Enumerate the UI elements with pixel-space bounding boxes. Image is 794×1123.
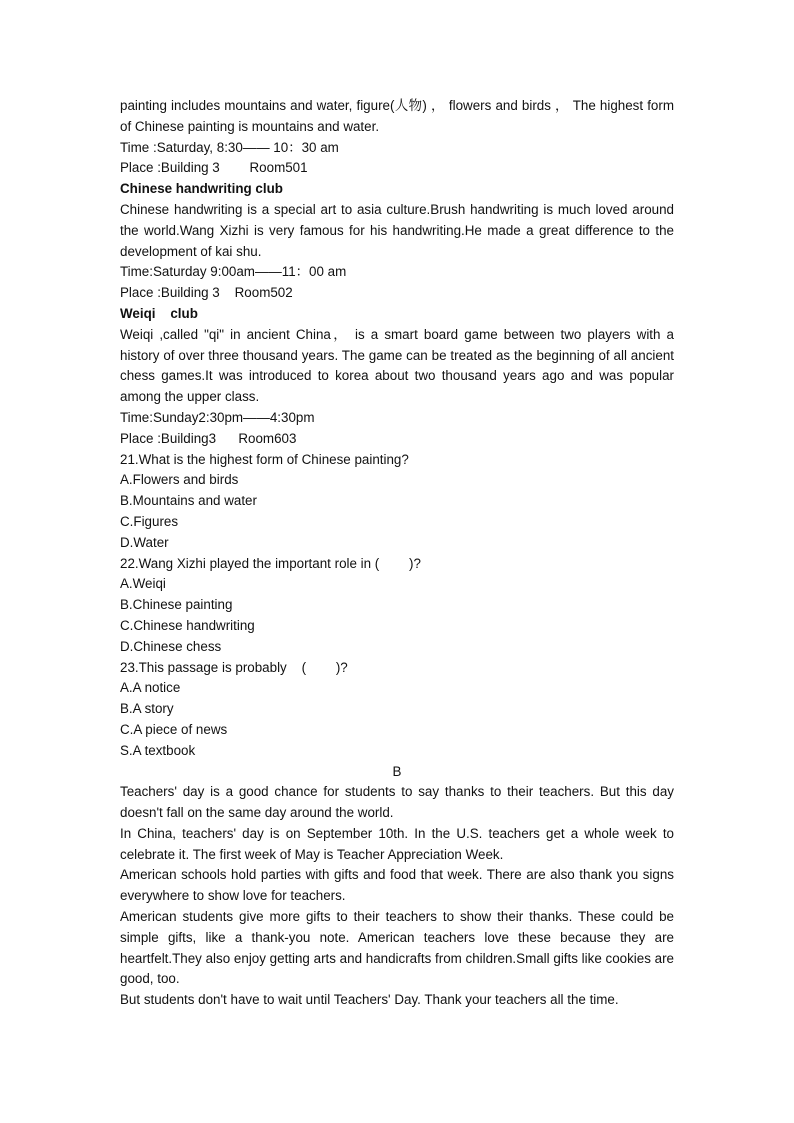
answer-option: A.Weiqi: [120, 576, 166, 592]
section-b-paragraph-2: In China, teachers' day is on September 10th. In the U.S. teachers get a whole week to celebrate it. The first week of May is Teacher Appreciation Week.: [120, 825, 674, 862]
painting-club-time: Time :Saturday, 8:30—— 10：30 am: [120, 139, 339, 155]
answer-option: A.Flowers and birds: [120, 472, 239, 488]
question-21: [120, 450, 674, 554]
answer-option: B.Mountains and water: [120, 493, 257, 509]
answer-option: D.Chinese chess: [120, 638, 222, 654]
answer-option: S.A textbook: [120, 742, 196, 758]
answer-option: C.Figures: [120, 513, 179, 529]
painting-club-description: painting includes mountains and water, figure(人物) ， flowers and birds ， The highest form of Chinese painting is mountains and water.: [120, 98, 674, 134]
question-23: [120, 658, 674, 762]
section-b-paragraph-4: American students give more gifts to their teachers to show their thanks. These could be simple gifts, like a thank-you note. American teachers love these because they are heartfelt.They also enjoy getting arts and handicrafts from children.Small gifts like cookies are good, too.: [120, 909, 674, 987]
section-b-paragraph-5: But students don't have to wait until Teachers' Day. Thank your teachers all the time.: [120, 992, 619, 1008]
section-b-paragraph-3: American schools hold parties with gifts and food that week. There are also thank you signs everywhere to show love for teachers.: [120, 867, 674, 904]
handwriting-club-heading: Chinese handwriting club: [120, 181, 283, 197]
weiqi-club-heading: Weiqi club: [120, 305, 198, 321]
question-stem: 21.What is the highest form of Chinese painting?: [120, 451, 409, 467]
answer-option: C.A piece of news: [120, 721, 228, 737]
question-22: [120, 554, 674, 658]
answer-option: D.Water: [120, 534, 169, 550]
handwriting-club-place: Place :Building 3 Room502: [120, 285, 293, 301]
weiqi-club-description: Weiqi ,called "qi" in ancient China， is a smart board game between two players with a history of over three thousand years. The game can be treated as the beginning of all ancient chess games.It was introduced to korea about two thousand years ago and was popular among the upper class.: [120, 326, 674, 405]
weiqi-club-place: Place :Building3 Room603: [120, 430, 297, 446]
answer-option: B.A story: [120, 701, 174, 717]
question-stem: 23.This passage is probably ( )?: [120, 659, 348, 675]
answer-option: A.A notice: [120, 680, 181, 696]
handwriting-club-description: Chinese handwriting is a special art to asia culture.Brush handwriting is much loved around the world.Wang Xizhi is very famous for his handwriting.He made a great difference to the development of kai shu.: [120, 201, 674, 259]
answer-option: B.Chinese painting: [120, 597, 233, 613]
answer-option: C.Chinese handwriting: [120, 617, 255, 633]
weiqi-club-time: Time:Sunday2:30pm——4:30pm: [120, 409, 315, 425]
section-b-label: B: [392, 763, 402, 779]
handwriting-club-time: Time:Saturday 9:00am——11：00 am: [120, 264, 347, 280]
question-stem: 22.Wang Xizhi played the important role in ( )?: [120, 555, 421, 571]
document-page: [120, 96, 674, 1011]
section-b-paragraph-1: Teachers' day is a good chance for students to say thanks to their teachers. But this day doesn't fall on the same day around the world.: [120, 784, 674, 821]
painting-club-place: Place :Building 3 Room501: [120, 160, 308, 176]
